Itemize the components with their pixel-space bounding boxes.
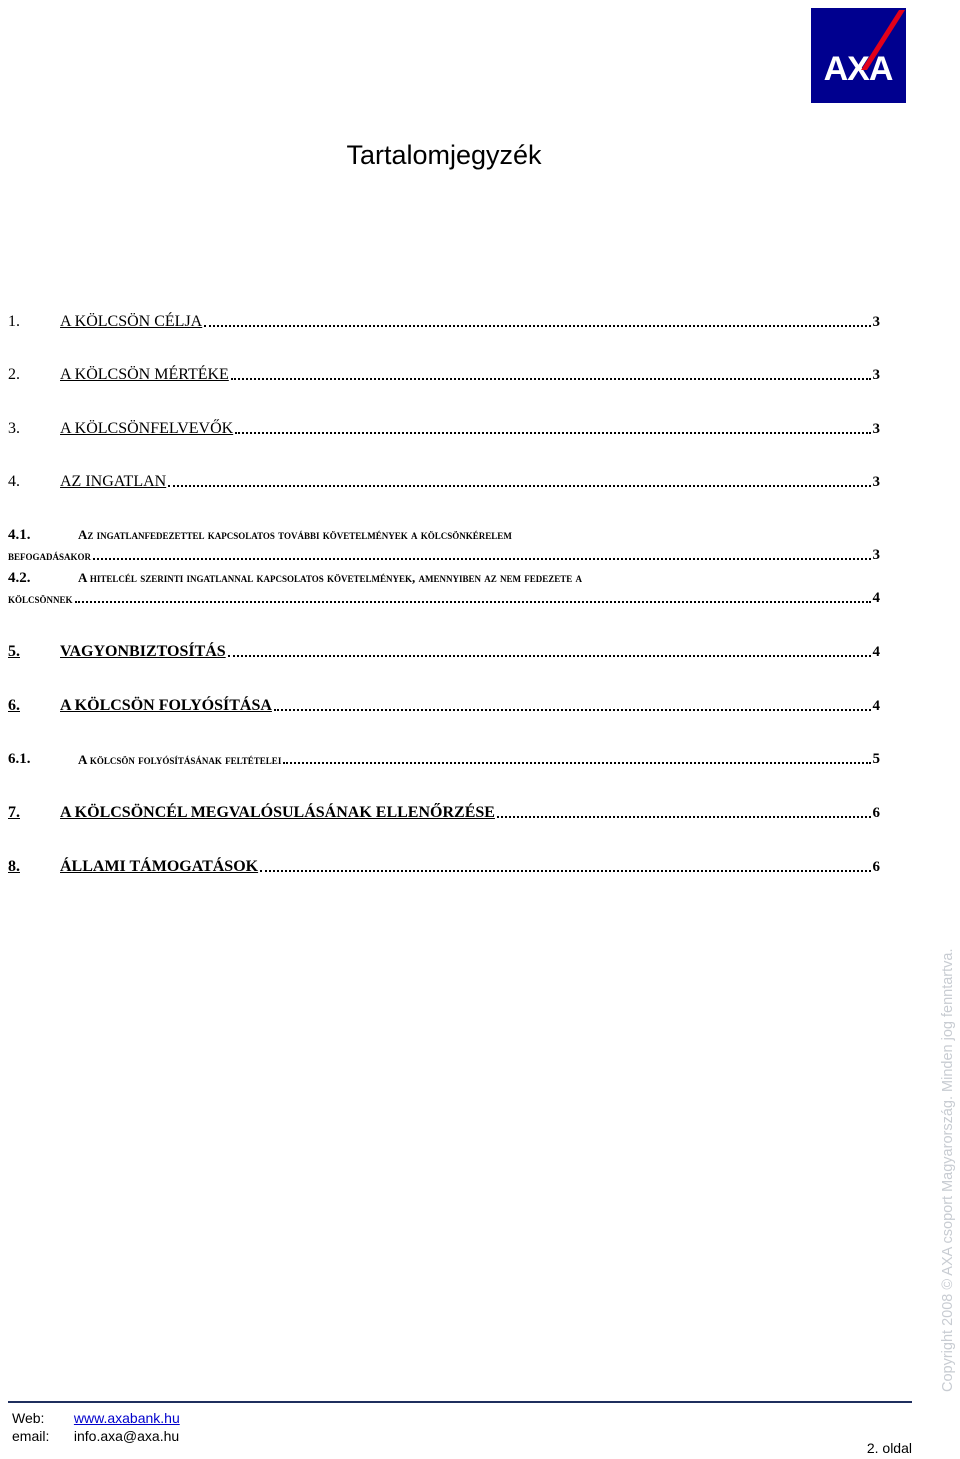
toc-page: 3 — [872, 314, 880, 330]
toc-title: VAGYONBIZTOSÍTÁS — [60, 643, 226, 660]
toc-entry[interactable] — [8, 527, 880, 564]
svg-text:AXA: AXA — [823, 50, 893, 88]
toc-entry[interactable] — [8, 420, 880, 438]
toc-title: ÁLLAMI TÁMOGATÁSOK — [60, 858, 259, 875]
dot-leader — [274, 708, 871, 711]
toc-page: 4 — [872, 698, 880, 714]
toc-entry[interactable] — [8, 313, 880, 331]
toc-entry[interactable] — [8, 366, 880, 384]
toc-title: AZ INGATLAN — [60, 473, 167, 490]
toc-number: 2. — [8, 366, 20, 383]
dot-leader — [283, 761, 870, 764]
axa-logo — [811, 8, 906, 103]
dot-leader — [231, 377, 871, 380]
page-title: Tartalomjegyzék — [346, 140, 542, 170]
dot-leader — [228, 654, 871, 657]
dot-leader — [497, 815, 871, 818]
email-value[interactable]: info.axa@axa.hu — [73, 1428, 180, 1444]
toc-page: 4 — [872, 590, 880, 606]
toc-page: 6 — [872, 859, 880, 875]
toc-entry[interactable] — [8, 804, 880, 822]
footer-email — [12, 1428, 179, 1444]
toc-entry[interactable] — [8, 473, 880, 491]
toc-number: 4. — [8, 473, 20, 490]
toc-title-line2: befogadásakor — [8, 548, 92, 563]
toc-title: A KÖLCSÖN CÉLJA — [60, 313, 203, 330]
toc-title: A KÖLCSÖNCÉL MEGVALÓSULÁSÁNAK ELLENŐRZÉSE — [60, 804, 495, 821]
toc-number: 6.1. — [8, 751, 31, 767]
toc-number: 7. — [8, 804, 20, 821]
dot-leader — [260, 869, 870, 872]
web-label: Web: — [12, 1410, 45, 1426]
toc-entry[interactable] — [8, 751, 880, 768]
toc-entry[interactable] — [8, 570, 880, 607]
toc-page: 3 — [872, 474, 880, 490]
dot-leader — [235, 431, 870, 434]
toc-page: 3 — [872, 547, 880, 563]
copyright-notice: Copyright 2008 © AXA csoport Magyarország. Minden jog fenntartva. — [940, 948, 956, 1392]
toc-entry[interactable] — [8, 697, 880, 715]
dot-leader — [168, 484, 870, 487]
email-label: email: — [12, 1428, 50, 1444]
toc-title: A KÖLCSÖN MÉRTÉKE — [60, 366, 229, 383]
toc-title-line1: Az ingatlanfedezettel kapcsolatos további követelmények a kölcsönkérelem — [78, 527, 512, 542]
toc-entry[interactable] — [8, 858, 880, 876]
toc-number: 4.2. — [8, 570, 31, 586]
toc-title: A KÖLCSÖNFELVEVŐK — [60, 420, 234, 437]
web-link[interactable]: www.axabank.hu — [73, 1410, 180, 1426]
toc-number: 6. — [8, 697, 20, 714]
toc-title-line2: kölcsönnek — [8, 591, 73, 606]
toc-page: 3 — [872, 367, 880, 383]
toc-number: 8. — [8, 858, 20, 875]
toc-page: 5 — [872, 751, 880, 767]
toc-entry[interactable] — [8, 643, 880, 661]
toc-title: A kölcsön folyósításának feltételei — [78, 752, 282, 767]
toc-page: 3 — [872, 421, 880, 437]
toc-number: 5. — [8, 643, 20, 660]
toc-title: A KÖLCSÖN FOLYÓSÍTÁSA — [60, 697, 272, 714]
footer-web — [12, 1410, 180, 1426]
footer-divider — [8, 1401, 912, 1403]
toc-title-line1: A hitelcél szerinti ingatlannal kapcsolatos követelmények, amennyiben az nem fedezete a — [78, 570, 583, 585]
toc-number: 4.1. — [8, 527, 31, 543]
toc-page: 6 — [872, 805, 880, 821]
toc-number: 1. — [8, 313, 20, 330]
toc-number: 3. — [8, 420, 20, 437]
page-number: 2. oldal — [866, 1440, 912, 1456]
dot-leader — [75, 600, 871, 603]
toc-page: 4 — [872, 644, 880, 660]
dot-leader — [204, 324, 870, 327]
dot-leader — [93, 557, 870, 560]
